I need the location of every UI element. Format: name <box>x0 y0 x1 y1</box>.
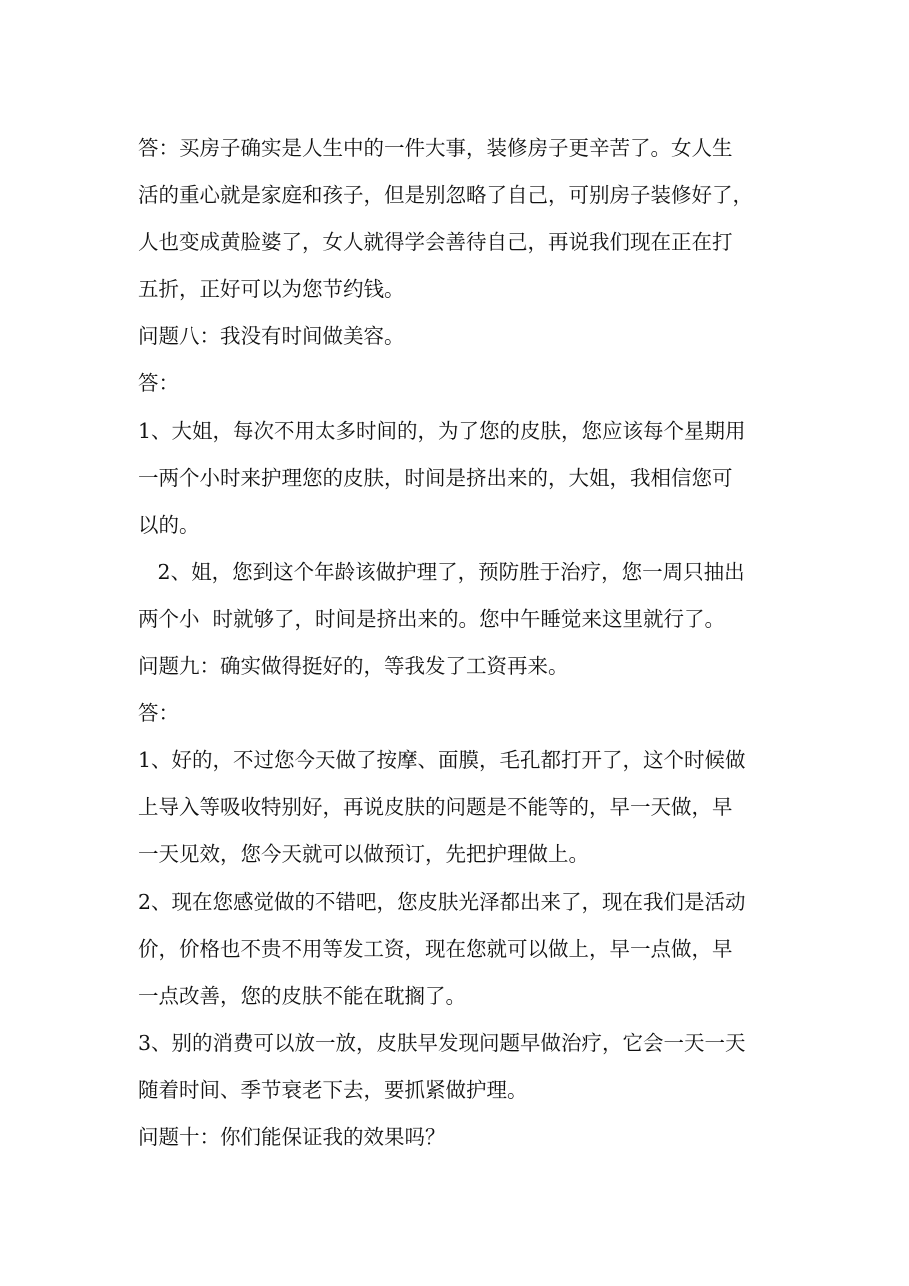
text-line: 1、好的，不过您今天做了按摩、面膜，毛孔都打开了，这个时候做 <box>138 748 746 773</box>
question-heading: 问题十：你们能保证我的效果吗？ <box>138 1124 446 1149</box>
text-line: 五折，正好可以为您节约钱。 <box>138 277 405 302</box>
text-line: 3、别的消费可以放一放，皮肤早发现问题早做治疗，它会一天一天 <box>138 1030 746 1055</box>
text-line: 价，价格也不贵不用等发工资，现在您就可以做上，早一点做，早 <box>138 936 733 961</box>
document-body <box>138 125 778 1161</box>
question-heading: 问题九：确实做得挺好的，等我发了工资再来。 <box>138 654 569 679</box>
text-line: 随着时间、季节衰老下去，要抓紧做护理。 <box>138 1077 528 1102</box>
text-line: 上导入等吸收特别好，再说皮肤的问题是不能等的，早一天做，早 <box>138 795 733 820</box>
text-line: 2、姐，您到这个年龄该做护理了，预防胜于治疗，您一周只抽出 <box>138 559 745 584</box>
text-line: 一天见效，您今天就可以做预订，先把护理做上。 <box>138 842 589 867</box>
answer-label: 答： <box>138 371 179 396</box>
text-line: 2、现在您感觉做的不错吧，您皮肤光泽都出来了，现在我们是活动 <box>138 889 746 914</box>
text-line: 1、大姐，每次不用太多时间的，为了您的皮肤，您应该每个星期用 <box>138 418 746 443</box>
question-heading: 问题八：我没有时间做美容。 <box>138 324 405 349</box>
text-line: 答：买房子确实是人生中的一件大事，装修房子更辛苦了。女人生 <box>138 136 733 160</box>
text-line: 两个小 时就够了，时间是挤出来的。您中午睡觉来这里就行了。 <box>138 606 726 631</box>
text-line: 一点改善，您的皮肤不能在耽搁了。 <box>138 983 466 1008</box>
answer-label: 答： <box>138 701 179 726</box>
text-line: 以的。 <box>138 512 200 537</box>
text-line: 人也变成黄脸婆了，女人就得学会善待自己，再说我们现在正在打 <box>138 230 733 255</box>
text-line: 活的重心就是家庭和孩子，但是别忽略了自己，可别房子装修好了， <box>138 183 753 208</box>
text-line: 一两个小时来护理您的皮肤，时间是挤出来的，大姐，我相信您可 <box>138 465 733 490</box>
